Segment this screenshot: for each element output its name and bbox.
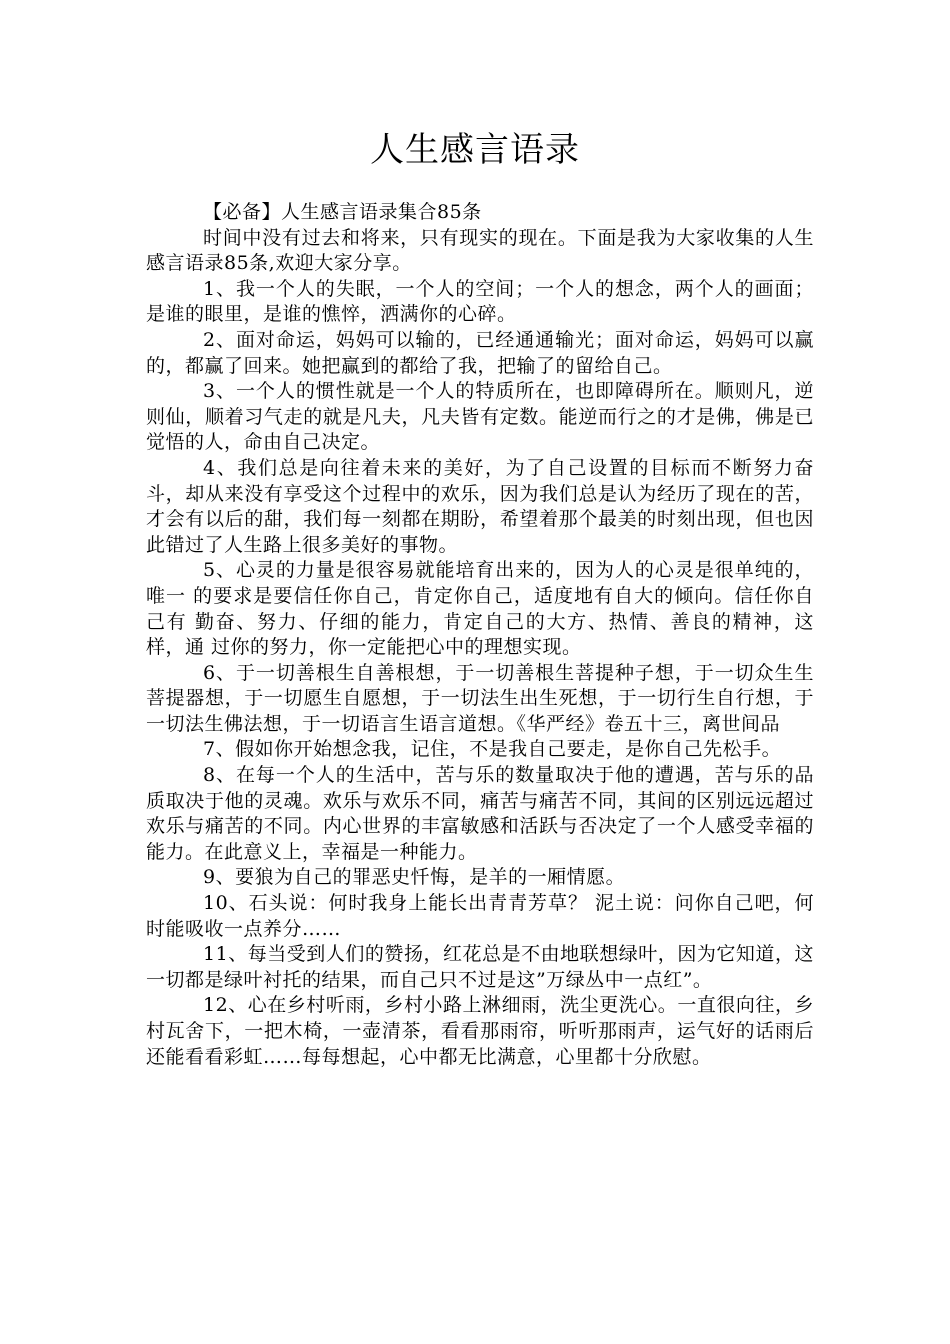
quote-paragraph: 5、心灵的力量是很容易就能培育出来的，因为人的心灵是很单纯的，唯一 的要求是要信任你自己，肯定你自己，适度地有自大的倾向。信任你自己有 勤奋、努力、仔细的能力，肯定自己的大方、热情、善良的精神，这样，通 过你的努力，你一定能把心中的理想实现。 bbox=[146, 559, 814, 659]
quote-paragraph: 12、心在乡村听雨，乡村小路上淋细雨，洗尘更洗心。一直很向往，乡村瓦舍下，一把木椅，一壶清茶，看看那雨帘，听听那雨声，运气好的话雨后还能看看彩虹……每每想起，心中都无比满意，心里都十分欣慰。 bbox=[146, 994, 814, 1068]
quote-paragraph: 8、在每一个人的生活中，苦与乐的数量取决于他的遭遇，苦与乐的品质取决于他的灵魂。欢乐与欢乐不同，痛苦与痛苦不同，其间的区别远远超过欢乐与痛苦的不同。内心世界的丰富敏感和活跃与否决定了一个人感受幸福的能力。在此意义上，幸福是一种能力。 bbox=[146, 764, 814, 863]
document-title: 人生感言语录 bbox=[370, 130, 580, 170]
quote-paragraph: 6、于一切善根生自善根想，于一切善根生菩提种子想，于一切众生生菩提器想，于一切愿生自愿想，于一切法生出生死想，于一切行生自行想，于一切法生佛法想，于一切语言生语言道想。《华严经》卷五十三，离世间品 bbox=[146, 661, 814, 735]
quote-paragraph: 11、每当受到人们的赞扬，红花总是不由地联想绿叶，因为它知道，这一切都是绿叶衬托的结果，而自己只不过是这”万绿丛中一点红”。 bbox=[146, 943, 814, 991]
quote-paragraph: 2、面对命运，妈妈可以输的，已经通通输光；面对命运，妈妈可以赢的，都赢了回来。她把赢到的都给了我，把输了的留给自己。 bbox=[146, 328, 814, 377]
document-body bbox=[146, 200, 814, 1070]
quote-paragraph: 1、我一个人的失眠，一个人的空间；一个人的想念，两个人的画面；是谁的眼里，是谁的憔悴，洒满你的心碎。 bbox=[146, 277, 814, 326]
quote-paragraph: 10、石头说：何时我身上能长出青青芳草？ 泥土说：问你自己吧，何时能吸收一点养分…… bbox=[146, 892, 814, 940]
intro-paragraph: 时间中没有过去和将来，只有现实的现在。下面是我为大家收集的人生感言语录85条,欢迎大家分享。 bbox=[146, 226, 814, 275]
quote-paragraph: 7、假如你开始想念我，记住，不是我自己要走，是你自己先松手。 bbox=[203, 738, 782, 761]
quote-paragraph: 3、一个人的惯性就是一个人的特质所在，也即障碍所在。顺则凡，逆则仙，顺着习气走的就是凡夫，凡夫皆有定数。能逆而行之的才是佛，佛是已觉悟的人，命由自己决定。 bbox=[146, 380, 814, 454]
quote-paragraph: 9、要狼为自己的罪恶史忏悔，是羊的一厢情愿。 bbox=[203, 866, 626, 889]
quote-paragraph: 4、我们总是向往着未来的美好，为了自己设置的目标而不断努力奋斗，却从来没有享受这个过程中的欢乐，因为我们总是认为经历了现在的苦，才会有以后的甜，我们每一刻都在期盼，希望着那个最美的时刻出现，但也因此错过了人生路上很多美好的事物。 bbox=[146, 456, 814, 556]
subtitle-paragraph: 【必备】人生感言语录集合85条 bbox=[203, 201, 482, 223]
